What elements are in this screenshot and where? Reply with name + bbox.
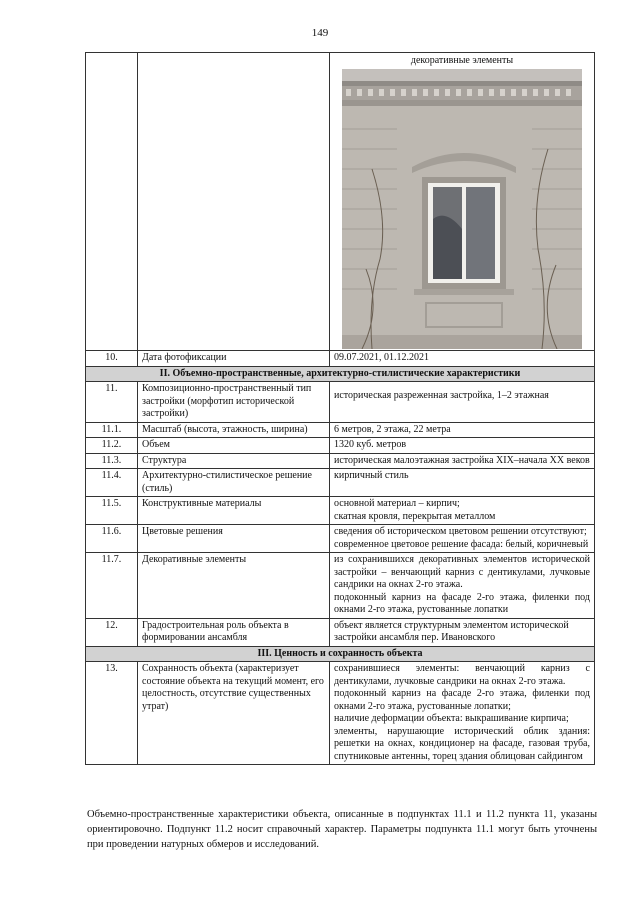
section-title: III. Ценность и сохранность объекта bbox=[86, 646, 595, 662]
window-sill bbox=[414, 289, 514, 295]
row-num: 12. bbox=[86, 618, 138, 646]
row-label: Цветовые решения bbox=[138, 525, 330, 553]
row-num: 11.4. bbox=[86, 469, 138, 497]
row-value: историческая разреженная застройка, 1–2 этажная bbox=[330, 382, 595, 423]
section-3-header bbox=[86, 646, 595, 662]
row-value bbox=[330, 525, 595, 553]
row-value bbox=[330, 662, 595, 765]
row-num: 11.7. bbox=[86, 553, 138, 619]
value-line: скатная кровля, перекрытая металлом bbox=[334, 510, 496, 522]
row-value: объект является структурным элементом исторической застройки ансамбля пер. Ивановского bbox=[330, 618, 595, 646]
row-11-4 bbox=[86, 469, 595, 497]
row-label: Архитектурно-стилистическое решение (стиль) bbox=[138, 469, 330, 497]
row-11-2 bbox=[86, 438, 595, 454]
row-value bbox=[330, 553, 595, 619]
row-num: 11.5. bbox=[86, 497, 138, 525]
value-line: наличие деформации объекта: выкрашивание кирпича; bbox=[334, 713, 569, 724]
value-line: сведения об историческом цветовом решении отсутствуют; bbox=[334, 526, 587, 537]
row-value: 6 метров, 2 этажа, 22 метра bbox=[330, 422, 595, 438]
string-course bbox=[342, 335, 582, 349]
value-line: подоконный карниз на фасаде 2-го этажа, филенки под окнами 2-го этажа, рустованные лопатки bbox=[334, 591, 590, 615]
dentils bbox=[346, 89, 571, 96]
row-value bbox=[330, 497, 595, 525]
row-13 bbox=[86, 662, 595, 765]
row-value: историческая малоэтажная застройка XIX–начала XX веков bbox=[330, 453, 595, 469]
row-label: Сохранность объекта (характеризует состояние объекта на текущий момент, его целостность, отсутствие существенных утрат) bbox=[138, 662, 330, 765]
row-num: 11.3. bbox=[86, 453, 138, 469]
row-12 bbox=[86, 618, 595, 646]
value-line: основной материал – кирпич; bbox=[334, 498, 460, 509]
roof-edge bbox=[342, 81, 582, 86]
page-number: 149 bbox=[311, 27, 329, 39]
section-2-header bbox=[86, 366, 595, 382]
row-11-5 bbox=[86, 497, 595, 525]
row-11-1 bbox=[86, 422, 595, 438]
row-num: 13. bbox=[86, 662, 138, 765]
photo-row-label-cell bbox=[138, 53, 330, 351]
row-value: 1320 куб. метров bbox=[330, 438, 595, 454]
row-label: Декоративные элементы bbox=[138, 553, 330, 619]
row-num: 10. bbox=[86, 351, 138, 367]
photo-cell bbox=[330, 53, 595, 351]
value-line: из сохранившихся декоративных элементов исторической застройки – венчающий карниз с дентикулами, лучковые сандрики на окнах 2-го этажа. bbox=[334, 554, 590, 590]
row-value: кирпичный стиль bbox=[330, 469, 595, 497]
row-11-6 bbox=[86, 525, 595, 553]
photo-row bbox=[86, 53, 595, 351]
sky bbox=[342, 69, 582, 81]
row-label: Конструктивные материалы bbox=[138, 497, 330, 525]
section-title: II. Объемно-пространственные, архитектурно-стилистические характеристики bbox=[86, 366, 595, 382]
row-label: Композиционно-пространственный тип застройки (морфотип исторической застройки) bbox=[138, 382, 330, 423]
row-num: 11. bbox=[86, 382, 138, 423]
row-label: Масштаб (высота, этажность, ширина) bbox=[138, 422, 330, 438]
footnote: Объемно-пространственные характеристики объекта, описанные в подпунктах 11.1 и 11.2 пункта 11, указаны ориентировочно. Подпункт 11.2 носит справочный характер. Параметры подпункта 11.1 могут быть уточнены при проведении натурных обмеров и исследований. bbox=[87, 809, 597, 850]
value-line: подоконный карниз на фасаде 2-го этажа, филенки под окнами 2-го этажа, рустованные лопатки; bbox=[334, 688, 590, 712]
row-10 bbox=[86, 351, 595, 367]
row-value: 09.07.2021, 01.12.2021 bbox=[330, 351, 595, 367]
value-line: современное цветовое решение фасада: белый, коричневый bbox=[334, 538, 589, 550]
row-label: Градостроительная роль объекта в формировании ансамбля bbox=[138, 618, 330, 646]
row-11-3 bbox=[86, 453, 595, 469]
photo-caption: декоративные элементы bbox=[410, 55, 514, 66]
row-label: Дата фотофиксации bbox=[138, 351, 330, 367]
row-11-7 bbox=[86, 553, 595, 619]
row-num: 11.1. bbox=[86, 422, 138, 438]
row-label: Объем bbox=[138, 438, 330, 454]
row-11 bbox=[86, 382, 595, 423]
row-label: Структура bbox=[138, 453, 330, 469]
row-num: 11.6. bbox=[86, 525, 138, 553]
value-line: элементы, нарушающие исторический облик здания: решетки на окнах, кондиционер на фасаде, газовая труба, спутниковые антенны, торец здания облицован сайдингом bbox=[334, 725, 590, 762]
photo-row-num-cell bbox=[86, 53, 138, 351]
value-line: сохранившиеся элементы: венчающий карниз с дентикулами, лучковые сандрики на окнах 2-го этажа. bbox=[334, 663, 590, 687]
object-passport-table bbox=[85, 52, 595, 765]
facade-photo bbox=[342, 69, 582, 349]
row-num: 11.2. bbox=[86, 438, 138, 454]
